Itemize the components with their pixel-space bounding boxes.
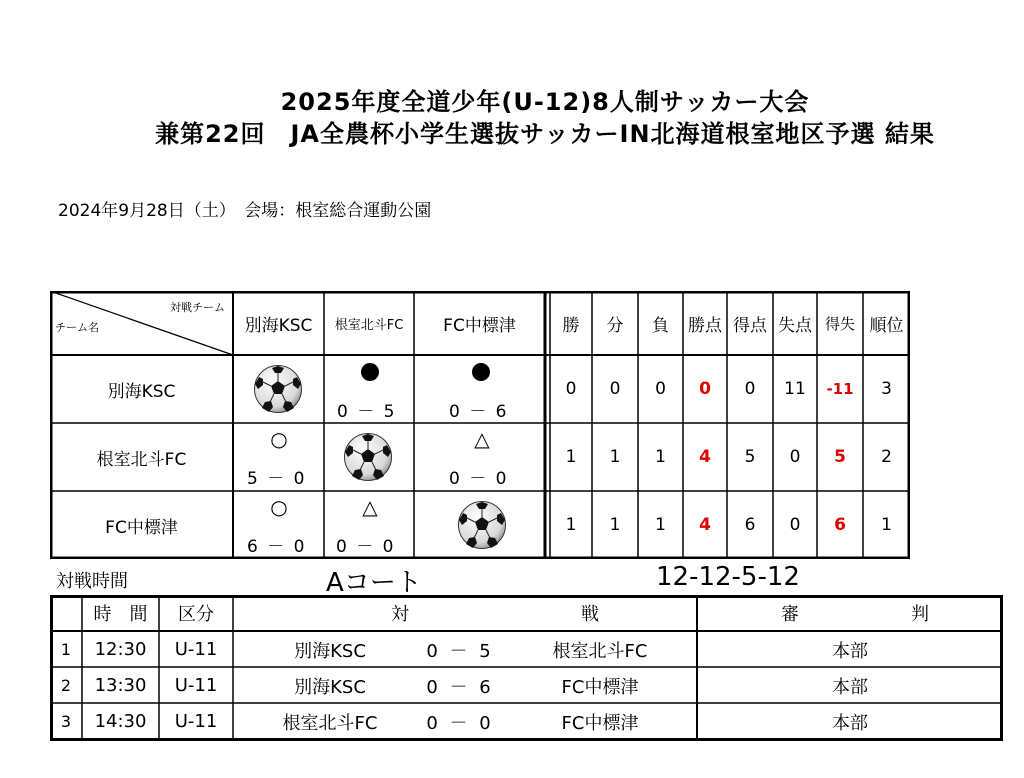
draw-mark-icon: △ [474, 427, 490, 451]
stat-r3-wins: 1 [565, 515, 577, 535]
opponent-header-2: 根室北斗FC [334, 317, 404, 333]
stat-header-goals-against: 失点 [778, 315, 812, 336]
stat-r1-losses: 0 [655, 379, 666, 399]
soccer-ball-icon [457, 500, 507, 550]
win-mark-icon: ○ [270, 495, 288, 519]
stat-r2-goals-for: 5 [744, 447, 756, 467]
team-name-row-1: 別海KSC [107, 381, 176, 402]
match-away-3: FC中標津 [561, 712, 639, 734]
stat-r2-goals-against: 0 [789, 447, 801, 467]
stat-header-draws: 分 [606, 315, 624, 336]
stat-r3-goals-against: 0 [789, 515, 801, 535]
loss-mark-icon [361, 363, 379, 381]
match-home-1: 別海KSC [294, 640, 366, 662]
corner-label-opponents: 対戦チーム [170, 301, 225, 314]
loss-mark-icon [472, 363, 490, 381]
match-category-2: U-11 [174, 675, 218, 696]
score-r2-c3: 0 － 0 [449, 469, 509, 489]
standings-table [50, 291, 910, 559]
header-category: 区分 [178, 603, 214, 625]
stat-r1-goals-against: 11 [784, 379, 806, 399]
match-no-2: 2 [60, 676, 72, 695]
match-score-1: 0 － 5 [426, 640, 494, 662]
stat-r1-goals-for: 0 [744, 379, 756, 399]
match-time-1: 12:30 [94, 639, 147, 660]
header-time: 時 間 [93, 603, 148, 625]
match-referee-1: 本部 [832, 640, 868, 662]
win-mark-icon: ○ [270, 427, 288, 451]
match-time-3: 14:30 [94, 711, 147, 732]
team-name-row-2: 根室北斗FC [96, 449, 187, 470]
stat-header-points: 勝点 [688, 315, 722, 336]
stat-r2-losses: 1 [655, 447, 666, 467]
match-referee-2: 本部 [832, 676, 868, 698]
court-label: Aコート [326, 568, 422, 598]
stat-r2-rank: 2 [881, 447, 892, 467]
title-line-2: 兼第22回 JA全農杯小学生選抜サッカーIN北海道根室地区予選 結果 [155, 120, 935, 148]
stat-r1-goal-diff: -11 [826, 380, 854, 398]
match-time-2: 13:30 [94, 675, 147, 696]
match-away-2: FC中標津 [561, 676, 639, 698]
date-venue: 2024年9月28日（土） 会場：根室総合運動公園 [58, 201, 432, 221]
corner-label-team: チーム名 [55, 321, 99, 334]
stat-r1-draws: 0 [609, 379, 621, 399]
team-name-row-3: FC中標津 [105, 517, 178, 538]
title-line-1: 2025年度全道少年(U-12)8人制サッカー大会 [280, 88, 810, 116]
stat-r2-goal-diff: 5 [834, 447, 846, 467]
soccer-ball-icon [343, 432, 393, 482]
stat-header-goals-for: 得点 [733, 315, 767, 336]
match-away-1: 根室北斗FC [552, 640, 648, 662]
score-r2-c1: 5 － 0 [247, 469, 307, 489]
stat-r3-rank: 1 [881, 515, 892, 535]
opponent-header-3: FC中標津 [443, 315, 516, 336]
draw-mark-icon: △ [362, 495, 378, 519]
stat-header-goal-diff: 得失 [824, 314, 855, 333]
stat-header-rank: 順位 [869, 315, 904, 336]
match-home-3: 根室北斗FC [282, 712, 378, 734]
match-referee-3: 本部 [832, 712, 868, 734]
match-no-1: 1 [60, 640, 72, 659]
stat-r3-draws: 1 [609, 515, 621, 535]
header-ref-left: 審 [781, 603, 799, 625]
score-r3-c1: 6 － 0 [247, 537, 307, 557]
stat-r3-losses: 1 [655, 515, 666, 535]
match-time-label: 対戦時間 [56, 571, 128, 592]
stat-r1-wins: 0 [565, 379, 577, 399]
match-score-2: 0 － 6 [426, 676, 494, 698]
header-vs-right: 戦 [581, 603, 599, 625]
stat-r2-points: 4 [699, 447, 711, 467]
match-no-3: 3 [60, 712, 72, 731]
score-r3-c2: 0 － 0 [336, 537, 396, 557]
stat-r2-draws: 1 [609, 447, 621, 467]
opponent-header-1: 別海KSC [244, 315, 313, 336]
stat-r1-rank: 3 [881, 379, 892, 399]
match-score-3: 0 － 0 [426, 712, 494, 734]
header-vs-left: 対 [391, 603, 409, 625]
stat-r2-wins: 1 [565, 447, 577, 467]
stat-r3-goal-diff: 6 [834, 515, 846, 535]
stat-r1-points: 0 [699, 379, 711, 399]
soccer-ball-icon [253, 364, 303, 414]
match-home-2: 別海KSC [294, 676, 366, 698]
match-schedule-table [50, 595, 1003, 741]
stat-r3-goals-for: 6 [744, 515, 756, 535]
score-r1-c3: 0 － 6 [449, 402, 509, 422]
stat-header-losses: 負 [652, 315, 669, 336]
score-r1-c2: 0 － 5 [337, 402, 397, 422]
stat-header-wins: 勝 [562, 315, 580, 336]
match-category-3: U-11 [174, 711, 218, 732]
match-category-1: U-11 [174, 639, 218, 660]
header-ref-right: 判 [911, 603, 929, 625]
stat-r3-points: 4 [699, 515, 711, 535]
schedule-code: 12-12-5-12 [656, 562, 800, 592]
